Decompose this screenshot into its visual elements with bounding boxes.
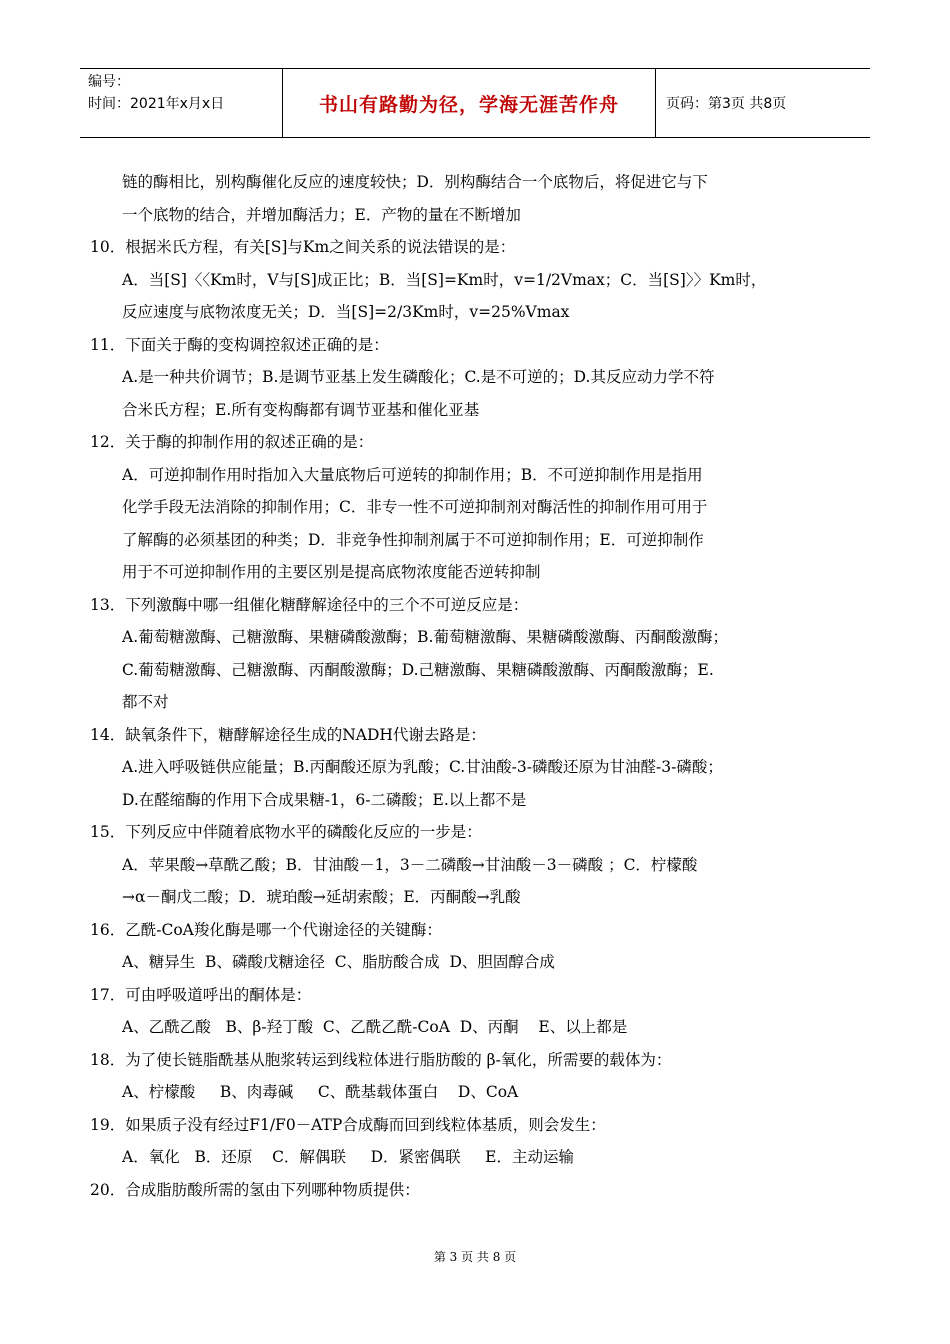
question-stem: 13．下列激酶中哪一组催化糖酵解途径中的三个不可逆反应是： [90,595,529,614]
text-line: 了解酶的必须基团的种类；D．非竞争性抑制剂属于不可逆抑制作用；E．可逆抑制作 [122,530,704,549]
text-line: →α－酮戊二酸；D．琥珀酸→延胡索酸；E．丙酮酸→乳酸 [122,888,521,906]
page-footer: 第 3 页 共 8 页 [433,1250,517,1264]
text-line: C.葡萄糖激酶、己糖激酶、丙酮酸激酶；D.己糖激酶、果糖磷酸激酶、丙酮酸激酶；E. [122,660,714,679]
text-line: 一个底物的结合，并增加酶活力；E．产物的量在不断增加 [122,205,521,224]
header-meta [80,69,283,137]
question-stem: 12．关于酶的抑制作用的叙述正确的是： [90,433,374,451]
text-line: A.是一种共价调节；B.是调节亚基上发生磷酸化；C.是不可逆的；D.其反应动力学不符 [122,368,715,386]
page-header [80,68,870,138]
header-page-number: 页码：第3页 共8页 [666,96,787,112]
text-line: A、柠檬酸 B、肉毒碱 C、酰基载体蛋白 D、CoA [122,1083,519,1101]
text-line: A、糖异生 B、磷酸戊糖途径 C、脂肪酸合成 D、胆固醇合成 [122,953,555,971]
question-stem: 15．下列反应中伴随着底物水平的磷酸化反应的一步是： [90,823,482,841]
text-line: 都不对 [122,693,169,711]
question-stem: 14．缺氧条件下，糖酵解途径生成的NADH代谢去路是： [90,725,486,744]
header-motto: 书山有路勤为径，学海无涯苦作舟 [283,69,656,137]
text-line: 链的酶相比，别构酶催化反应的速度较快；D．别构酶结合一个底物后，将促进它与下 [122,173,708,191]
document-body [90,166,870,1206]
date-label: 时间：2021年x月x日 [88,96,225,112]
question-stem: 10．根据米氏方程，有关[S]与Km之间关系的说法错误的是： [90,238,516,256]
text-line: A．可逆抑制作用时指加入大量底物后可逆转的抑制作用；B．不可逆抑制作用是指用 [122,465,703,484]
text-line: 用于不可逆抑制作用的主要区别是提高底物浓度能否逆转抑制 [122,563,541,581]
question-stem: 16．乙酰-CoA羧化酶是哪一个代谢途径的关键酶： [90,920,442,939]
text-line: A.进入呼吸链供应能量；B.丙酮酸还原为乳酸；C.甘油酸-3-磷酸还原为甘油醛-3-磷酸； [122,758,723,776]
text-line: A．当[S]〈〈Km时，V与[S]成正比；B．当[S]=Km时，v=1/2Vmax；C．当[S]〉〉Km时， [122,270,767,289]
question-stem: 11．下面关于酶的变构调控叙述正确的是： [90,335,389,354]
text-line: A.葡萄糖激酶、己糖激酶、果糖磷酸激酶；B.葡萄糖激酶、果糖磷酸激酶、丙酮酸激酶； [122,628,728,646]
question-stem: 17．可由呼吸道呼出的酮体是： [90,985,312,1004]
question-stem: 19．如果质子没有经过F1/F0－ATP合成酶而回到线粒体基质，则会发生： [90,1115,606,1134]
text-line: D.在醛缩酶的作用下合成果糖-1，6-二磷酸；E.以上都不是 [122,790,527,809]
text-line: A、乙酰乙酸 B、β-羟丁酸 C、乙酰乙酰-CoA D、丙酮 E、以上都是 [122,1018,628,1036]
text-line: A．苹果酸→草酰乙酸；B．甘油酸－1，3－二磷酸→甘油酸－3－磷酸 ；C．柠檬酸 [122,855,698,874]
text-line: 化学手段无法消除的抑制作用；C．非专一性不可逆抑制剂对酶活性的抑制作用可用于 [122,498,708,516]
question-stem: 20．合成脂肪酸所需的氢由下列哪种物质提供： [90,1180,420,1199]
text-line: A．氧化 B．还原 C．解偶联 D．紧密偶联 E．主动运输 [122,1148,574,1166]
text-line: 合米氏方程；E.所有变构酶都有调节亚基和催化亚基 [122,400,480,419]
text-line: 反应速度与底物浓度无关；D．当[S]=2/3Km时，v=25%Vmax [122,303,570,321]
code-label: 编号： [88,74,130,90]
question-stem: 18．为了使长链脂酰基从胞浆转运到线粒体进行脂肪酸的 β-氧化，所需要的载体为： [90,1050,672,1069]
